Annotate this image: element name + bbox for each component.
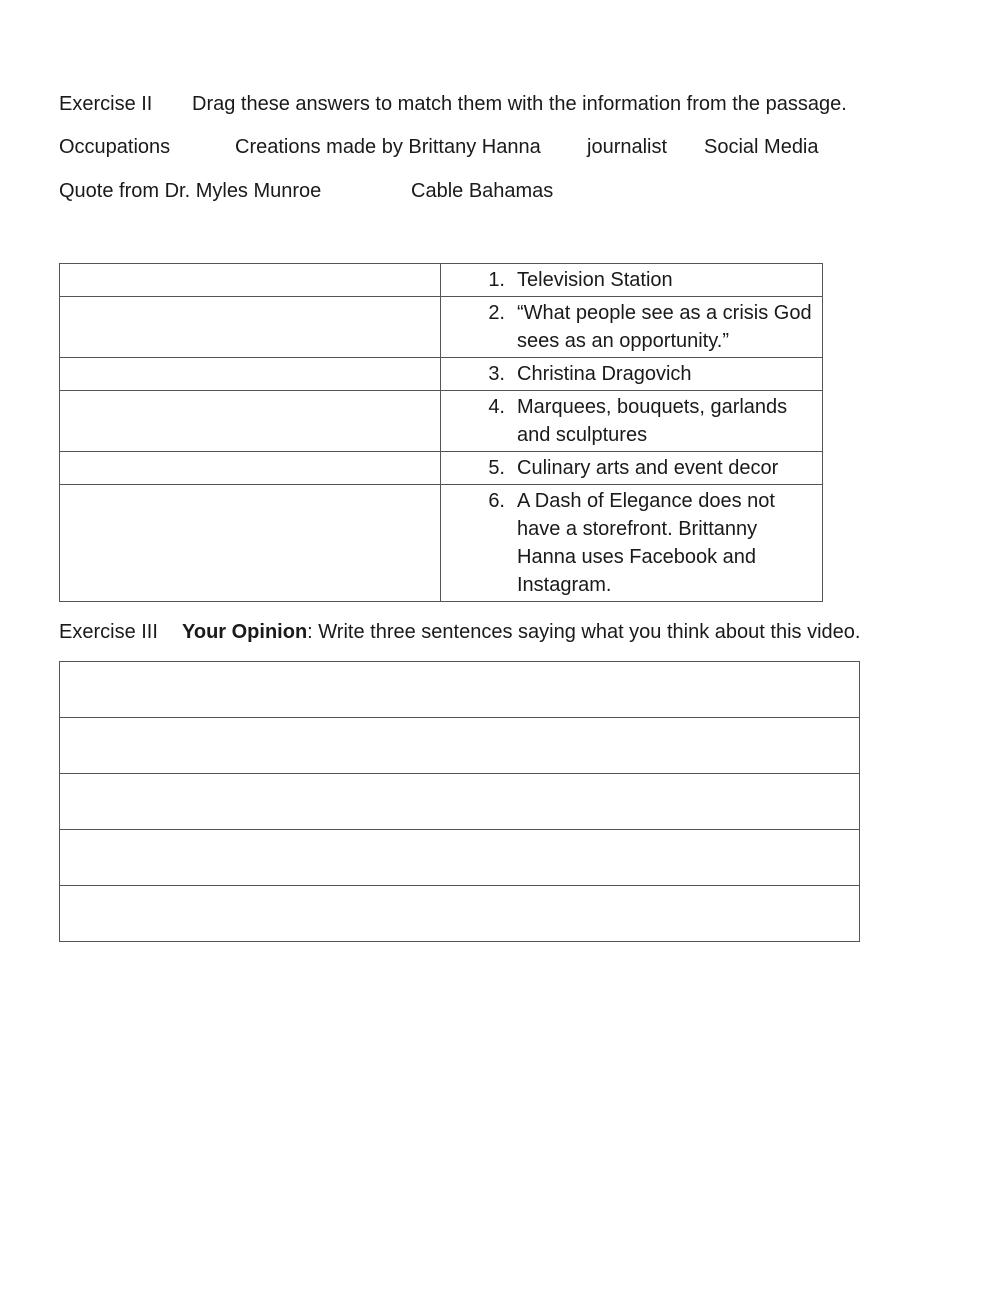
opinion-input-1[interactable] [60,662,859,717]
item-text: Marquees, bouquets, garlands and sculptures [517,396,788,446]
drop-zone-6[interactable] [60,485,441,602]
exercise-3-heading: Your Opinion [182,621,308,643]
opinion-input-4[interactable] [60,830,859,885]
opinion-input-2[interactable] [60,718,859,773]
item-number: 5. [488,457,505,479]
drop-zone-2[interactable] [60,297,441,358]
item-text: Culinary arts and event decor [517,457,779,479]
table-row [60,264,823,297]
table-row [60,297,823,358]
table-row [60,485,823,602]
exercise-2-instruction: Drag these answers to match them with the information from the passage. [192,93,847,115]
table-row [60,774,860,830]
matching-table [59,263,823,602]
exercise-3-instruction: : Write three sentences saying what you think about this video. [307,621,861,643]
drop-zone-5[interactable] [60,452,441,485]
table-row [60,830,860,886]
exercise-3-label: Exercise III [59,621,158,643]
table-row [60,718,860,774]
drop-zone-3[interactable] [60,358,441,391]
opinion-input-3[interactable] [60,774,859,829]
table-row [60,886,860,942]
item-text: “What people see as a crisis God sees as an opportunity.” [517,302,812,352]
drop-zone-1[interactable] [60,264,441,297]
answer-chip-occupations[interactable]: Occupations [59,136,171,158]
item-number: 1. [488,269,505,291]
exercise-2-label: Exercise II [59,93,153,115]
drop-zone-4[interactable] [60,391,441,452]
item-text: A Dash of Elegance does not have a storefront. Brittanny Hanna uses Facebook and Instagram. [517,490,775,596]
item-text: Christina Dragovich [517,363,692,385]
opinion-input-5[interactable] [60,886,859,941]
answer-chip-creations[interactable]: Creations made by Brittany Hanna [235,136,541,158]
answer-chip-social-media[interactable]: Social Media [704,136,819,158]
answer-chip-cable-bahamas[interactable]: Cable Bahamas [411,180,554,202]
item-number: 2. [488,302,505,324]
opinion-table [59,661,860,942]
item-number: 3. [488,363,505,385]
table-row [60,358,823,391]
table-row [60,391,823,452]
item-number: 6. [488,490,505,512]
exercise-3-prompt [182,620,860,644]
table-row [60,452,823,485]
answer-chip-quote[interactable]: Quote from Dr. Myles Munroe [59,180,322,202]
table-row [60,662,860,718]
answer-chip-journalist[interactable]: journalist [587,136,668,158]
item-text: Television Station [517,269,673,291]
item-number: 4. [488,396,505,418]
